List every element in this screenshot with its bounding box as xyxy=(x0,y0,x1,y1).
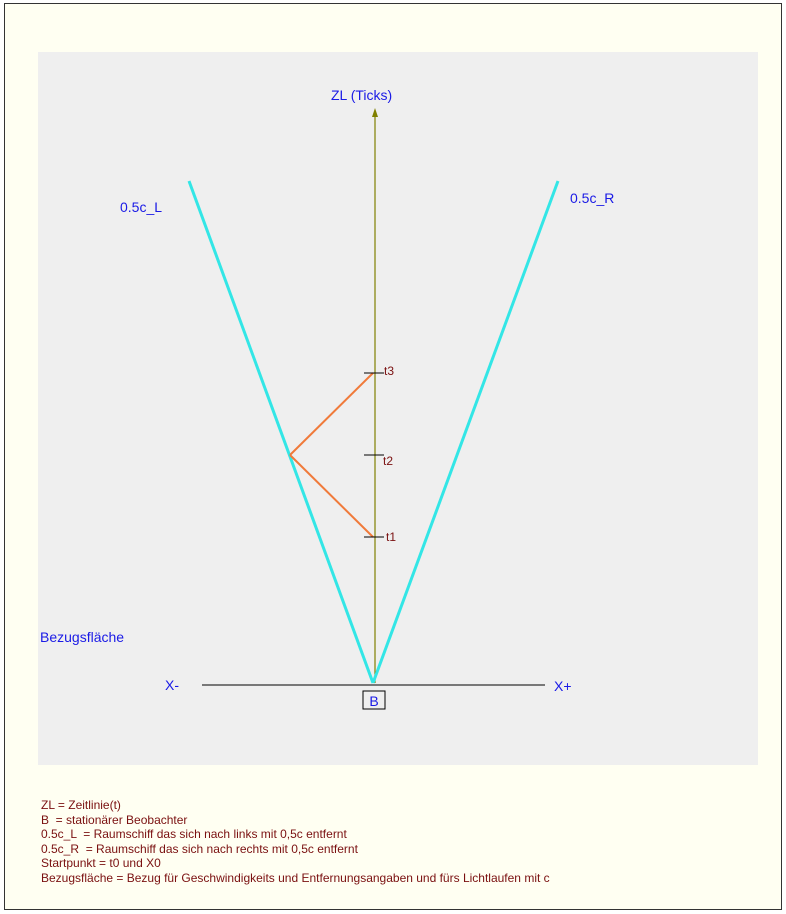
reference-surface-label: Bezugsfläche xyxy=(40,629,125,645)
ship-left-worldline xyxy=(189,181,373,683)
time-axis-arrow-icon xyxy=(372,108,378,117)
legend-line: Bezugsfläche = Bezug für Geschwindigkeits und Entfernungsangaben und fürs Lichtlaufen mit c xyxy=(41,870,550,885)
legend-line: Startpunkt = t0 und X0 xyxy=(41,856,161,870)
legend-line: 0.5c_R = Raumschiff das sich nach rechts mit 0,5c entfernt xyxy=(41,841,358,856)
legend-line: B = stationärer Beobachter xyxy=(41,812,188,827)
ship-right-label: 0.5c_R xyxy=(570,190,615,206)
legend xyxy=(41,798,550,885)
x-plus-label: X+ xyxy=(554,678,572,694)
tick-label-t1: t1 xyxy=(386,530,397,544)
ship-left-label: 0.5c_L xyxy=(120,199,163,215)
legend-line: 0.5c_L = Raumschiff das sich nach links mit 0,5c entfernt xyxy=(41,827,347,841)
time-axis-label: ZL (Ticks) xyxy=(331,87,393,103)
tick-label-t3: t3 xyxy=(384,364,395,378)
light-signal-back xyxy=(290,373,373,455)
x-minus-label: X- xyxy=(165,677,179,693)
tick-label-t2: t2 xyxy=(383,454,394,468)
ship-right-worldline xyxy=(373,181,558,683)
observer-label: B xyxy=(369,693,379,709)
legend-line: ZL = Zeitlinie(t) xyxy=(41,798,121,812)
light-signal-out xyxy=(290,455,373,537)
